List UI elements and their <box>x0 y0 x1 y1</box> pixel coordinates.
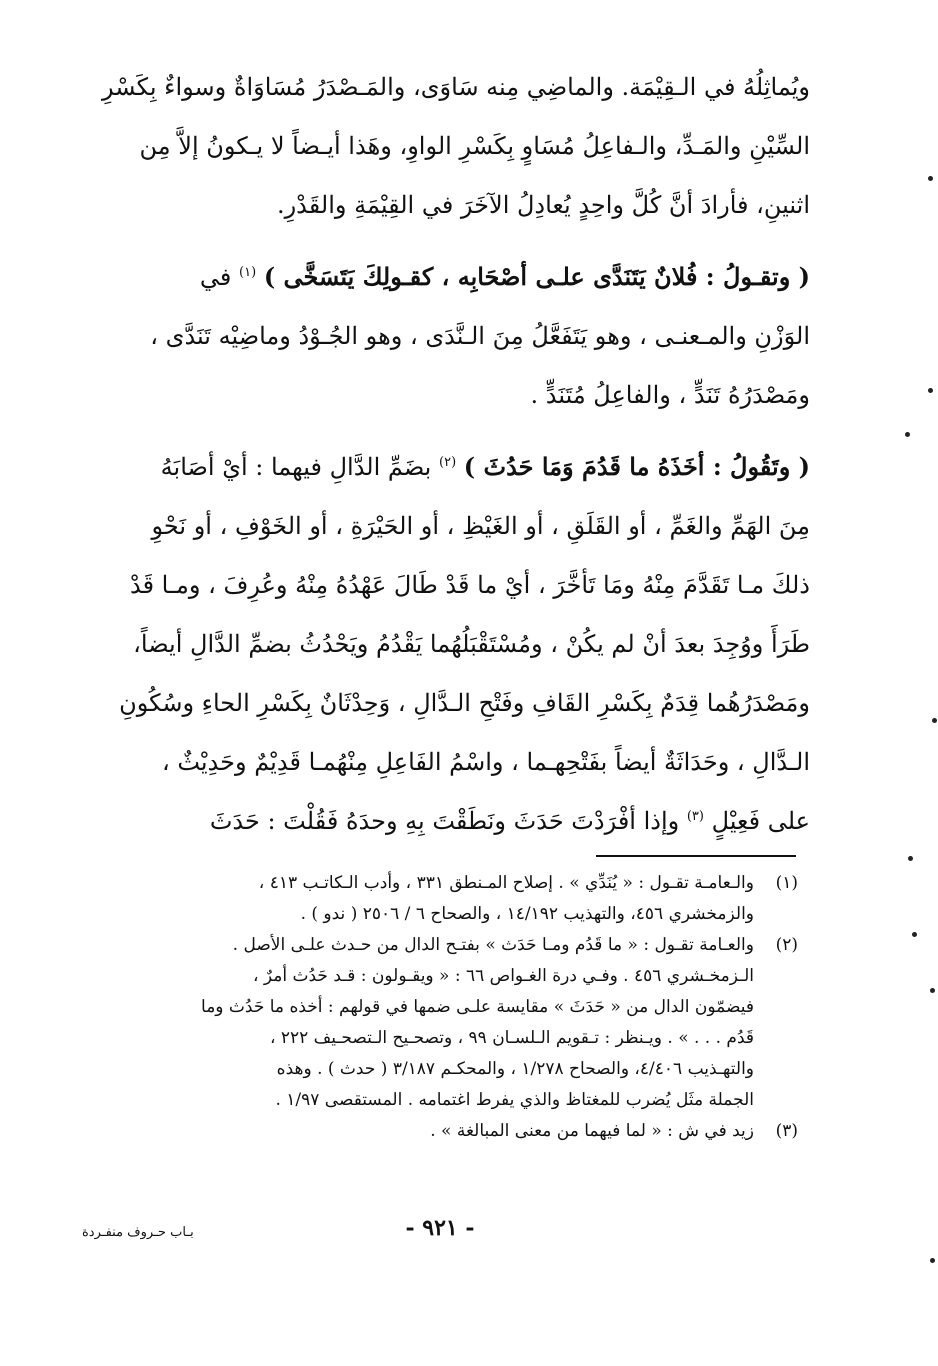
footnote-ref[interactable]: (١) <box>239 265 257 280</box>
paragraph-1 <box>100 58 810 235</box>
footnote-number: (٣) <box>775 1121 798 1141</box>
text-line <box>100 792 810 851</box>
text-line: الـدَّالِ ، وحَدَاثَةٌ أيضاً بفَتْحِهـما ، واسْمُ الفَاعِلِ مِنْهُمـا قَدِيْمٌ وحَدِيْثٌ ، <box>161 748 810 776</box>
text-line: ومَصْدَرُهُما قِدَمٌ بِكَسْرِ القَافِ وفَتْحِ الـدَّالِ ، وَحِدْثَانٌ بِكَسْرِ الحاءِ وسُكُونِ <box>119 689 810 717</box>
paragraph-3 <box>100 437 810 851</box>
page-number: - ٩٢١ - <box>405 1215 475 1241</box>
scan-speck <box>932 718 937 723</box>
text-fragment: بضَمِّ الدَّالِ فيهما : أيْ أصَابَهُ <box>160 453 432 481</box>
footnote-line: والعـامة تقـول : « ما قَدُم ومـا حَدَث » بفتـح الدال من حـدث علـى الأصل . <box>232 935 754 955</box>
text-line <box>100 437 810 497</box>
scan-speck <box>928 388 933 393</box>
footnote-line: والتهـذيب ٤/٤٠٦، والصحاح ١/٢٧٨ ، والمحكـم ٣/١٨٧ ( حدث ) . وهذه <box>276 1059 754 1079</box>
scan-speck <box>930 1258 935 1263</box>
footnote-line: والـعامـة تقـول : « يُنَدِّي » . إصلاح المـنطق ٣٣١ ، وأدب الـكاتـب ٤١٣ ، <box>258 873 754 893</box>
footnotes <box>86 868 798 1147</box>
scan-speck <box>908 856 913 861</box>
section-title: بـاب حـروف منفـردة <box>82 1225 194 1240</box>
text-line: الوَزْنِ والمـعنـى ، وهو يَتَفَعَّلُ مِنَ الـنَّدَى ، وهو الجُـوْدُ وماضِيْه تَنَدَّى ، <box>150 322 810 350</box>
text-line: ويُماثِلُهُ في الـقِيْمَة. والماضِي مِنه سَاوَى، والمَـصْدَرُ مُسَاوَاةٌ وسواءٌ بِكَسْرِ <box>101 73 810 101</box>
text-line: اثنينِ، فأرادَ أنَّ كُلَّ واحِدٍ يُعادِلُ الآخَرَ في القِيْمَةِ والقَدْرِ. <box>276 191 810 219</box>
scan-speck <box>912 932 917 937</box>
text-fragment: على فَعِيْلٍ <box>711 807 810 835</box>
footnote-line: فيضمّون الدال من « حَدَثَ » مقايسة علـى ضمها في قولهم : أخذه ما حَدُث وما <box>201 997 754 1017</box>
text-fragment: في <box>199 263 232 291</box>
text-line: ذلكَ مـا تَقَدَّمَ مِنْهُ ومَا تَأخَّرَ ، أيْ ما قَدْ طَالَ عَهْدُهُ مِنْهُ وعُرِفَ ، ومـا قَدْ <box>129 571 810 599</box>
footnote-number: (١) <box>775 873 798 893</box>
footnote-2 <box>86 930 798 1116</box>
scan-speck <box>905 432 910 437</box>
scan-speck <box>930 988 935 993</box>
footnote-separator <box>596 855 796 857</box>
text-fragment: وإذا أفْرَدْتَ حَدَثَ ونَطَقْتَ بِهِ وحدَهُ فَقُلْتَ : حَدَثَ <box>209 807 680 835</box>
footnote-line: قَدُم . . . » . ويـنظر : تـقويم الـلسـان ٩٩ ، وتصحـيح الـتصحـيف ٢٢٢ ، <box>269 1028 754 1048</box>
text-line: السِّيْنِ والمَـدِّ، والـفاعِلُ مُسَاوٍ بِكَسْرِ الواوِ، وهَذا أيـضاً لا يـكونُ إلاَّ مِن <box>139 132 810 160</box>
footnote-3 <box>86 1116 798 1147</box>
text-line: طَرَأَ ووُجِدَ بعدَ أنْ لم يكُنْ ، ومُسْتَقْبَلُهُما يَقْدُمُ ويَحْدُثُ بضمِّ الدَّالِ أيضاً، <box>133 630 810 658</box>
footnote-body <box>86 930 754 1116</box>
paragraph-2 <box>100 247 810 425</box>
footnote-line: الجملة مثَل يُضرب للمغتاظ والذي يفرط اغتمامه . المستقصى ١/٩٧ . <box>275 1090 754 1110</box>
footnote-ref[interactable]: (٣) <box>686 809 704 824</box>
entry-heading: ( وتَقُولُ : أخَذَهُ ما قَدُمَ وَمَا حَدُثَ ) <box>463 452 810 481</box>
scan-speck <box>928 176 933 181</box>
text-line: مِنَ الهَمِّ والغَمِّ ، أو القَلَقِ ، أو الغَيْظِ ، أو الحَيْرَةِ ، أو الخَوْفِ ، أو نَحْوِ <box>151 512 810 540</box>
footnote-1 <box>86 868 798 930</box>
footnote-ref[interactable]: (٢) <box>439 455 457 470</box>
text-line <box>100 247 810 307</box>
main-text <box>100 58 810 851</box>
footnote-line: زيد في ش : « لما فيهما من معنى المبالغة » . <box>430 1121 754 1141</box>
footnote-body <box>86 1116 754 1147</box>
footnote-number: (٢) <box>775 935 798 955</box>
footnote-line: الـزمخـشري ٤٥٦ . وفـي درة الغـواص ٦٦ : « ويقـولون : قـد حَدُث أمرٌ ، <box>252 966 754 986</box>
text-line: ومَصْدَرُهُ تَنَدٍّ ، والفاعِلُ مُتَنَدٍّ . <box>530 381 810 409</box>
footnote-line: والزمخشري ٤٥٦، والتهذيب ١٤/١٩٢ ، والصحاح ٦ / ٢٥٠٦ ( ندو ) . <box>300 904 754 924</box>
footnote-body <box>86 868 754 930</box>
entry-heading: ( وتقـولُ : فُلانٌ يَتَنَدَّى علـى أصْحَابِه ، كقـولِكَ يَتَسَخَّى ) <box>263 262 810 291</box>
